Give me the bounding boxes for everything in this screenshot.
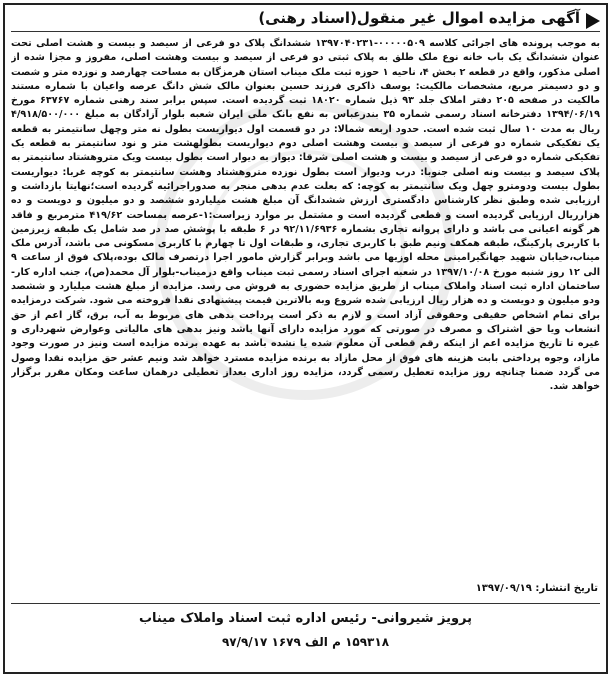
notice-code: ۱۵۹۳۱۸ م الف ۱۶۷۹ ۹۷/۹/۱۷	[221, 635, 390, 649]
notice-header	[5, 5, 606, 35]
notice-body: به موجب پرونده های اجرائی کلاسه ۰۰۰۰۰۵۰۹-۱۳۹۷۰۴۰۲۳۱ ششدانگ پلاک دو فرعی از سیصد و بیست و هشت اصلی تحت عنوان ششدانگ یک باب خانه نوع ملک طلق به پلاک ثبتی دو فرعی از سیصد و بیست وهشت اصلی، مفروز و مجزا شده از اصلی مذکور، واقع در قطعه ۲ بخش ۴، ناحیه ۱ حوزه ثبت ملک میناب استان هرمزگان به مساحت چهارصد و نوزده متر و شصت و دو دسیمتر مربع، مشخصات مالکیت: یوسف ذاکری فرزند حسین بعنوان مالک شش دانگ عرصه واعیان با شماره مستند مالکیت در صفحه ۲۰۵ دفتر املاک جلد ۹۳ ذیل شماره ۱۸۰۲۰ ثبت گردیده است. سپس برابر سند رهنی شماره ۶۳۷۶۷ مورخ ۱۳۹۴/۰۶/۱۹ دفترخانه اسناد رسمی شماره ۳۵ بندرعباس به نفع بانک ملی ایران شعبه بلوار آزادگان به مبلغ ۴/۹۱۸/۵۰۰/۰۰۰ ریال به مدت ۱۰ سال ثبت شده است. حدود اربعه شمالا: در دو قسمت اول دیواریست بطول نه متر وچهل سانتیمتر به قطعه یک تفکیکی شماره دو فرعی از سیصد و بیست وهشت اصلی دوم دیواریست بطولهشت متر و نود سانتیمتر به قطعه یک تفکیکی شماره دو فرعی از سیصد و بیست و هشت اصلی شرقا: دیوار به دیوار است بطول بیست ویک متروهشتاد سانتیمتر به پلاک سیصد و بیست ونه اصلی جنوبا: درب ودیوار است بطول نوزده متروهشتاد وهشت سانتیمتر به کوچه غربا: دیواریست بطول بیست ودومترو چهل ویک سانتیمتر به کوچه: که بعلت عدم بدهی منجر به صدوراجرائیه گردیده است؛نهایتا بازداشت و ارزیابی شده وطبق نظر کارشناس دادگستری ارزش ششدانگ آن مبلغ هشت میلیاردو ششصد و دو میلیون و دویست و ده هزارریال ارزیابی گردیده است و قطعی گردیده است و مشتمل بر موارد زیراست:۱-عرصه بمساحت ۴۱۹/۶۲ مترمربع و فاقد هر گونه اعیانی می باشد و دارای پروانه تجاری بشماره ۹۲/۱۱/۶۹۳۶ در ۶ طبقه با پوشش صد در صد شامل یک طبقه زیرزمین با کاربری پارکینگ، طبقه همکف ونیم طبق با کاربری تجاری، و طبقات اول تا چهارم با کاربری مسکونی می باشد، آدرس ملک میناب،خیابان شهید جهانگیرامینی محله اوزیها می باشد وبرابر گزارش مامور اجرا درتصرف مالک بوده،پلاک فوق از ساعت ۹ الی ۱۲ روز شنبه مورخ ۱۳۹۷/۱۰/۰۸ در شعبه اجرای اسناد رسمی ثبت میناب واقع درمیناب-بلوار آل محمد(ص)، جنب اداره کار-ساختمان اداره ثبت اسناد واملاک میناب از طریق مزایده حضوری به فروش می رسد. مزایده از مبلغ هشت میلیارد و ششصد ودو میلیون و دویست و ده هزار ریال ارزیابی شده شروع وبه بالاترین قیمت پیشنهادی نقدا فروخته می شود. شرکت درمزایده برای تمام اشخاص حقیقی وحقوقی آزاد است و لازم به ذکر است پرداخت بدهی های مربوط به آب، برق، گاز اعم از حق انشعاب ویا حق اشتراک و مصرف در صورتی که مورد مزایده دارای آنها باشد ونیز بدهی های مالیاتی وعوارض شهرداری و غیره تا تاریخ مزایده اعم از اینکه رقم قطعی آن معلوم شده یا نشده باشد به عهده برنده مزایده است ونیز در صورت وجود مازاد، وجوه پرداختی بابت هزینه های فوق از محل مازاد به برنده مزایده مسترد خواهد شد ونیم عشر حق مزایده نقدا وصول می گردد ضمنا چنانچه روز مزایده تعطیل رسمی گردد، مزایده روز اداری بعداز تعطیلی درهمان ساعت ومکان مقرر برگزار خواهد شد.	[11, 38, 600, 393]
publication-date: تاریخ انتشار: ۱۳۹۷/۰۹/۱۹	[475, 583, 598, 594]
signature-divider	[11, 603, 600, 604]
auction-notice	[3, 3, 608, 674]
title-divider	[11, 31, 600, 32]
notice-title: آگهی مزایده اموال غیر منقول(اسناد رهنی)	[258, 9, 580, 27]
signatory: پرویز شیروانی- رئیس اداره ثبت اسناد واملاک میناب	[138, 611, 473, 626]
triangle-marker-icon	[586, 13, 600, 29]
